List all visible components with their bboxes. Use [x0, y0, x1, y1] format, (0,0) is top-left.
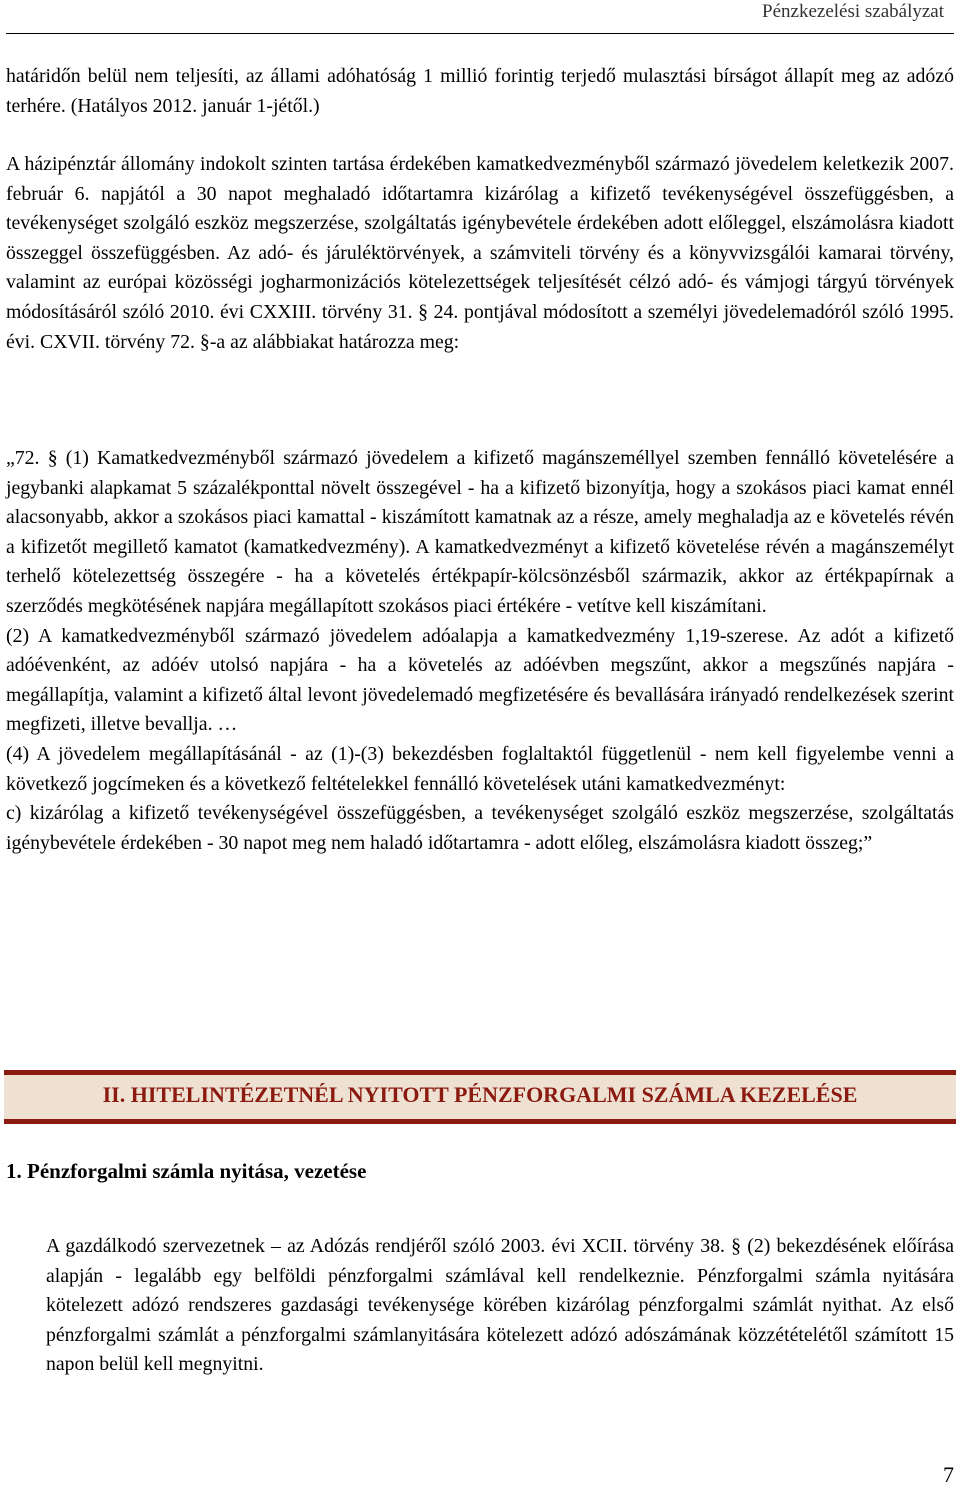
document-body	[6, 62, 954, 121]
document-body-quote	[6, 444, 954, 858]
paragraph-section-72-4: (4) A jövedelem megállapításánál - az (1)-(3) bekezdésben foglaltaktól függetlenül - nem kell figyelembe venni a következő jogcímeken és a következő feltételekkel fennálló követelések utáni kamatkedvezményt:	[6, 742, 954, 795]
subsection-body	[46, 1232, 954, 1380]
document-body-main	[6, 150, 954, 357]
section-title: II. HITELINTÉZETNÉL NYITOTT PÉNZFORGALMI SZÁMLA KEZELÉSE	[102, 1082, 858, 1107]
page-header-title: Pénzkezelési szabályzat	[762, 1, 944, 22]
paragraph-interest-benefit: A házipénztár állomány indokolt szinten tartása érdekében kamatkedvezményből származó jövedelem keletkezik 2007. február 6. napjától a 30 napot meghaladó időtartamra kizárólag a kifizető tevékenységével összefüggésben, a tevékenységet szolgáló eszköz megszerzése, szolgáltatás igénybevétele érdekében adott előleggel, elszámolásra kiadott összeggel összefüggésben. Az adó- és járuléktörvények, a számviteli törvény és a könyvvizsgálói kamarai törvény, valamint az európai közösségi jogharmonizációs kötelezettségek teljesítését célzó adó- és vámjogi tárgyú törvények módosításáról szóló 2010. évi CXXIII. törvény 31. § 24. pontjával módosított a személyi jövedelemadóról szóló 1995. évi. CXVII. törvény 72. §-a az alábbiakat határozza meg:	[6, 153, 954, 353]
header-divider	[6, 33, 954, 34]
page-number: 7	[943, 1462, 954, 1487]
paragraph-section-72-4c: c) kizárólag a kifizető tevékenységével összefüggésben, a tevékenységet szolgáló eszköz megszerzése, szolgáltatás igénybevétele érdekében - 30 napot meg nem haladó időtartamra - adott előleg, elszámolásra kiadott összeg;”	[6, 802, 954, 854]
paragraph-section-72-2: (2) A kamatkedvezményből származó jövedelem adóalapja a kamatkedvezmény 1,19-szerese. Az adót a kifizető adóévenként, az adóév utolsó napjára - ha a követelés az adóévben megszűnt, akkor a megszűnés napjára - megállapítja, valamint a kifizető által levont jövedelemadó megfizetésére és bevallására irányadó rendelkezések szerint megfizeti, illetve bevallja. …	[6, 624, 954, 736]
subsection-title: 1. Pénzforgalmi számla nyitása, vezetése	[6, 1159, 367, 1183]
paragraph-account-opening: A gazdálkodó szervezetnek – az Adózás rendjéről szóló 2003. évi XCII. törvény 38. § (2) bekezdésének előírása alapján - legalább egy belföldi pénzforgalmi számlával kell rendelkeznie. Pénzforgalmi számla nyitására kötelezett adózó rendszeres gazdasági tevékenysége körében kizárólag pénzforgalmi számlát nyithat. Az első pénzforgalmi számlát a pénzforgalmi számlanyitására kötelezett adózó adószámának közzétételétől számított 15 napon belül kell megnyitni.	[46, 1235, 954, 1376]
section-heading-bar	[4, 1070, 956, 1124]
paragraph-penalty: határidőn belül nem teljesíti, az állami adóhatóság 1 millió forintig terjedő mulasztási bírságot állapít meg az adózó terhére. (Hatályos 2012. január 1-jétől.)	[6, 65, 954, 117]
paragraph-section-72-1: „72. § (1) Kamatkedvezményből származó jövedelem a kifizető magánszeméllyel szemben fennálló követelésére a jegybanki alapkamat 5 százalékponttal növelt összegével - ha a kifizető bizonyítja, hogy a szokásos piaci kamat ennél alacsonyabb, akkor a szokásos piaci kamattal - kiszámított kamatnak az a része, amely meghaladja az e követelés révén a kifizetőt megillető kamatot (kamatkedvezmény). A kamatkedvezményt a kifizető követelése révén a magánszemélyt terhelő kötelezettség összegére - ha a követelés értékpapír-kölcsönzésből származik, akkor az értékpapírnak a szerződés megkötésének napjára megállapított szokásos piaci értékére - vetítve kell kiszámítani.	[6, 447, 954, 617]
